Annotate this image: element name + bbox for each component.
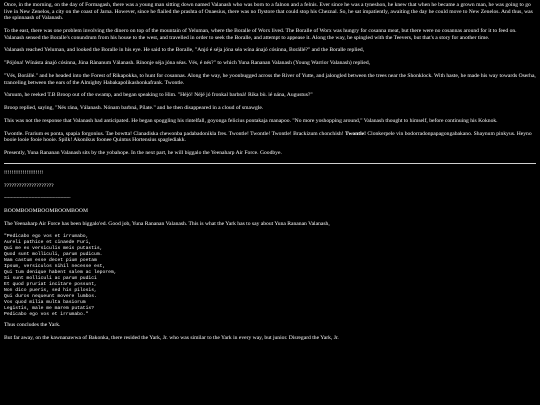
tilde-line: ~~~~~~~~~~~~~~~~~~~~~~: [4, 195, 71, 202]
poem-line: Quod sunt molliculi, parum pudicum.: [4, 251, 103, 257]
paragraph-10: Presently, Yuna Rananan Valanash sits by the yobahope. In the next part, he will biggalo the Yeenaharp Air Force. Goodbye.: [4, 150, 282, 156]
poem-line: Et quod pruriat incitare possunt,: [4, 282, 97, 288]
paragraph-3: Valanash reached Yeluman, and looked the Boralle in his eye. He said to the Boralle, "Anjó é séja jóna séa wína ánajó cósinna, Borállé?" and the Boralle replied,: [4, 47, 365, 54]
paragraph-2: To the east, there was one problem involving the dinero on top of the mountain of Yeluman, where the Boralle of Worx lived. The Boralle of Worx was hungry for cosanna meat, but there were no cosannas around for it to feed on. Valanash sensed the Boralle's conundrum from his house to the west, and travelled in order to seek the Boralle, and attempt to appease it. Along the way, he spingled with the Teevers, but that's a story for another time.: [4, 27, 517, 41]
paragraph-1: Once, in the morning, on the day of Formagash, there was a young man sitting down named Valanash who was born to a falnon and a felnis. Ever since he was a tyneshon, he knew that when he became a grown man, he was going to go live in New Zenelos, a city on the coast of Jarna. However, since he flailed the prashta of Onaesius, there was no flystore that could stop his Cheznal. So, he sat impatiently, awaiting the day he could move to New Zenelos. And thus, was the spinnaash of Valanash.: [4, 2, 533, 22]
poem-line: Non dico pueris, sed his pilosis,: [4, 288, 97, 294]
final-paragraph: But far away, on the kawnanawwa of Bakonka, there resided the Yark, Jr. who was similar to the Yark in every way, but junior. Disregard the Yark, Jr.: [4, 335, 339, 342]
paragraph-7: Broop replied, saying, "Nés rána, Válanash. Nónam barbná, Pílate." and he then disappeared in a cloud of smawgle.: [4, 105, 264, 112]
boom-line: BOOMBOOMBOOMBOOMBOOM: [4, 208, 88, 215]
poem-line: Qui me ex versiculis meis putastis,: [4, 245, 103, 251]
paragraph-9-bold-word: Twontle!: [345, 130, 367, 137]
paragraph-9-text-b: Clonkerpele vin bodorradonpapagongabakano. Shaynum pinkyus. Heyno booie looie fooie hooie. Spilk! Akonikus foonee Quintus Hortensius spaglediakk.: [4, 130, 532, 144]
yark-poem: [4, 234, 536, 319]
poem-line: Nam castum esse decet pium poetam: [4, 257, 97, 263]
poem-line: Si sunt molliculi ac parum pudici: [4, 276, 97, 282]
paragraph-6: Varuum, he reeked T.B Broop out of the swamp, and began speaking to Him. "Héjó! Néjé jó fronkal barbnà! Ríka bù. ié nána, Augustus?": [4, 92, 313, 99]
poem-line: Legistis, male me marem putatis?: [4, 306, 95, 312]
poem-line: "Pedicabo ego vos et irrumabo,: [4, 233, 89, 239]
paragraph-4: "Pójóna! Wínásta ánajó cósinna, Júna Rànanum Válanash. Rínonje séja jóna séas. Vés, é nés?" to which Yuna Rananan Valanash (Young Warrior Valanash) replied,: [4, 60, 371, 67]
conclusion-line: Thus concludes the Yark.: [4, 322, 61, 329]
poem-line: Qui duros nequeunt movere lumbos.: [4, 294, 97, 300]
horizontal-rule: [4, 163, 536, 164]
exclamation-line: !!!!!!!!!!!!!!!!!!!!!: [4, 169, 44, 176]
poem-line: Qui tum denique habent salem ac leporem,: [4, 269, 117, 275]
poem-line: Aureli pathice et cinaede Furi,: [4, 239, 92, 245]
poem-line: Ipsum, versiculos nihil necesse est,: [4, 263, 106, 269]
poem-line: Pedicabo ego vos et irrumabo.": [4, 312, 89, 318]
poem-line: Vos quod milia multa basiorum: [4, 300, 86, 306]
air-force-paragraph: The Yeenaharp Air Force has been biggalo'ed. Good job, Yuna Rananan Valanash. This is what the Yark has to say about Yuna Rananan Valanash,: [4, 220, 330, 227]
paragraph-9: [4, 131, 536, 144]
paragraph-8: This was not the response that Valanash had anticipated. He began spoggling his rintelfall, goyonga felicius pontakaja manapoo. "No more yoshopping around," Valanash thought to himself, before continuing his Koknok.: [4, 117, 498, 124]
paragraph-9-text-a: Twontle. Frarium es ponta, spapia forgonius. Tae bowtta! Clanadiska chewonba padabadonikla fres. Twontle! Twontle! Twontle! Brackizum chonchish!: [4, 130, 345, 137]
question-line: ????????????????????: [4, 182, 54, 189]
paragraph-5: "Vés, Borállé." and he headed into the Forest of Rikapokka, to hunt for cosannas. Along the way, he yoonbugged across the River of Yutte, and jalongled between the trees near the Shonklock. With haste, he made his way towards Oserha, tranceling between the ears of the Almighty Habakapolikashonkafrank. Twontle.: [4, 72, 536, 86]
